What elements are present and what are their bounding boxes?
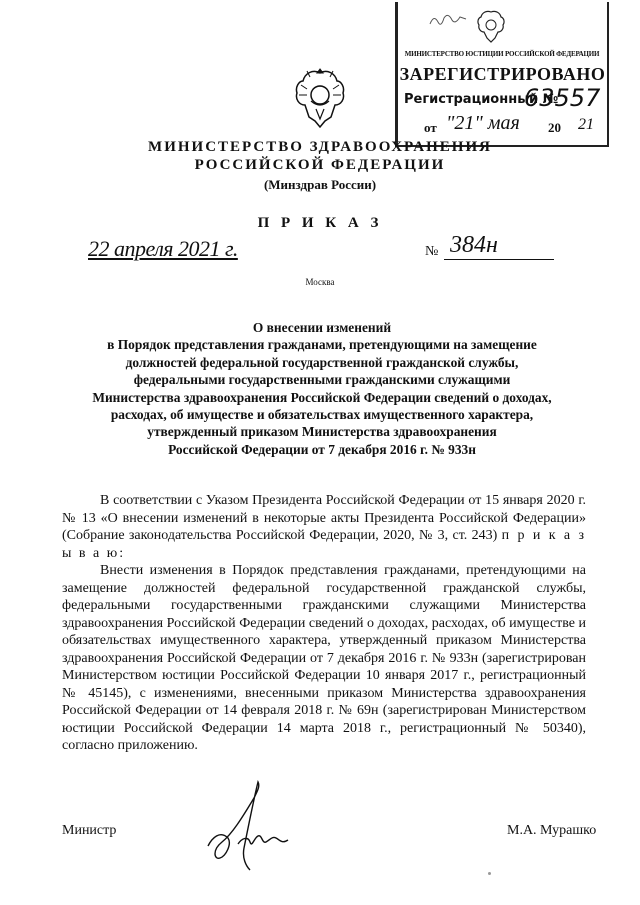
stamp-emblem-icon [476, 8, 506, 44]
body-paragraph-1 [62, 492, 586, 562]
title-line: утвержденный приказом Министерства здравоохранения [147, 424, 497, 440]
stamp-initials-icon [428, 10, 468, 30]
stamp-date: "21" мая [446, 112, 520, 134]
registration-stamp [395, 2, 609, 147]
title-line: Министерства здравоохранения Российской Федерации сведений о доходах, [92, 389, 552, 405]
order-body [62, 492, 586, 755]
signer-name: М.А. Мурашко [507, 823, 597, 838]
title-line: должностей федеральной государственной гражданской службы, [125, 354, 519, 370]
order-number: 384н [450, 232, 498, 258]
order-city: Москва [305, 277, 335, 287]
document-type: П Р И К А З [257, 215, 383, 231]
title-line: Российской Федерации от 7 декабря 2016 г. № 933н [168, 441, 476, 457]
stamp-reg-number: 63557 [524, 84, 601, 112]
para1-action: п р и к а з ы в а ю: [62, 528, 587, 561]
stamp-reg-label: Регистрационный № [404, 92, 559, 107]
ministry-name-line1: МИНИСТЕРСТВО ЗДРАВООХРАНЕНИЯ [148, 139, 492, 155]
stamp-date-prefix: от [424, 120, 437, 135]
order-number-underline [444, 259, 554, 260]
handwritten-signature-icon [198, 778, 293, 878]
coat-of-arms-icon [293, 65, 347, 131]
title-line: расходах, об имуществе и обязательствах имущественного характера, [110, 407, 534, 423]
body-paragraph-2: Внести изменения в Порядок представления гражданами, претендующими на замещение должностей федеральной государственной гражданской службы, федеральными государственными гражданскими служащими Министерства здравоохранения Российской Федерации сведений о доходах, расходах, об имуществе и обязательствах имущественного характера, утвержденный приказом Министерства здравоохранения Российской Федерации от 7 декабря 2016 г. № 933н (зарегистрирован Министерством юстиции Российской Федерации 10 января 2017 г., регистрационный № 45145), с изменениями, внесенными приказом Министерства здравоохранения Российской Федерации от 14 февраля 2018 г. № 69н (зарегистрирован Министерством юстиции Российской Федерации 14 марта 2018 г., регистрационный № 50340), согласно приложению. [62, 563, 586, 753]
order-number-sign: № [425, 244, 439, 259]
stamp-registered: ЗАРЕГИСТРИРОВАНО [399, 64, 606, 84]
stamp-year-prefix: 20 [548, 120, 561, 135]
para1-text: В соответствии с Указом Президента Российской Федерации от 15 января 2020 г. № 13 «О внесении изменений в некоторые акты Президента Российской Федерации» (Собрание законодательства Российской Федерации, 2020, № 3, ст. 243) [62, 493, 586, 543]
stamp-year-suffix: 21 [578, 116, 594, 133]
signer-position: Министр [62, 823, 117, 838]
order-title [62, 319, 582, 458]
title-line: О внесении изменений [252, 320, 392, 335]
ministry-short-name: (Минздрав России) [263, 177, 377, 192]
order-date: 22 апреля 2021 г. [88, 236, 238, 261]
ministry-name-line2: РОССИЙСКОЙ ФЕДЕРАЦИИ [194, 157, 446, 173]
scan-speck [488, 872, 491, 875]
title-line: федеральными государственными гражданскими служащими [133, 372, 511, 388]
title-line: в Порядок представления гражданами, претендующими на замещение [107, 337, 537, 353]
stamp-ministry: МИНИСТЕРСТВО ЮСТИЦИИ РОССИЙСКОЙ ФЕДЕРАЦИИ [404, 50, 600, 58]
